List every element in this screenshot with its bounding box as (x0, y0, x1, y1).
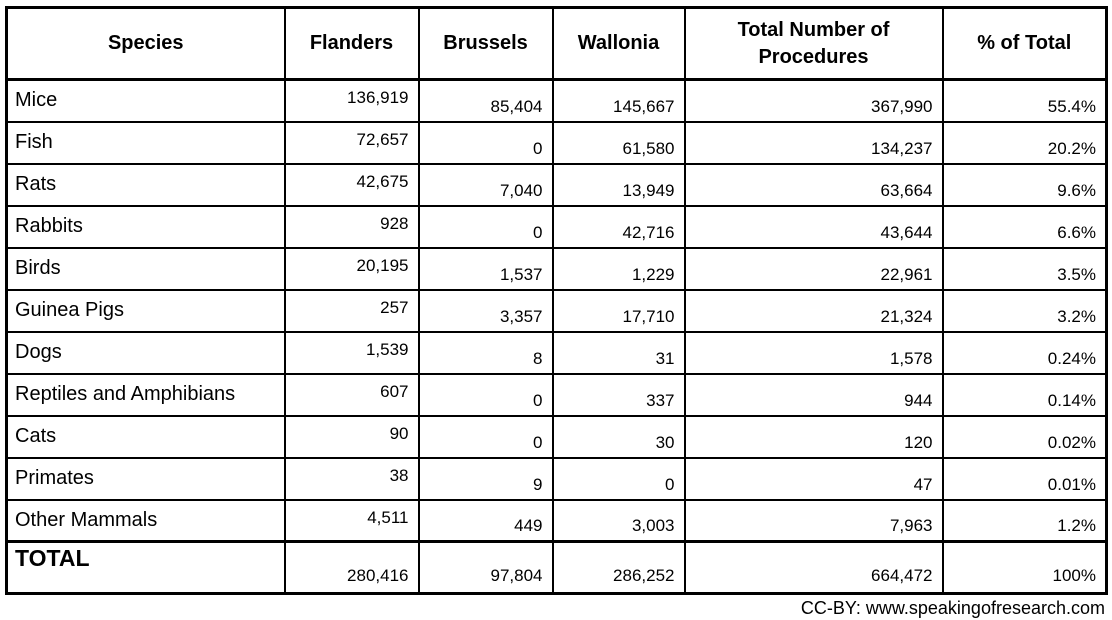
table-row-rats (7, 164, 1107, 206)
cell-total: 134,237 (685, 122, 943, 164)
table-row-cats (7, 416, 1107, 458)
table-row-rabbits (7, 206, 1107, 248)
cell-total: 43,644 (685, 206, 943, 248)
cell-brussels: 9 (419, 458, 553, 500)
cell-pct: 6.6% (943, 206, 1107, 248)
cell-wallonia: 0 (553, 458, 685, 500)
cell-flanders: 4,511 (285, 500, 419, 542)
cell-species: Dogs (7, 332, 285, 374)
cell-pct: 0.01% (943, 458, 1107, 500)
table-row-birds (7, 248, 1107, 290)
cell-species: Guinea Pigs (7, 290, 285, 332)
header-pct-of-total: % of Total (943, 8, 1107, 80)
cell-brussels: 0 (419, 206, 553, 248)
cell-wallonia: 1,229 (553, 248, 685, 290)
cell-pct: 3.5% (943, 248, 1107, 290)
cell-species: Other Mammals (7, 500, 285, 542)
cell-pct: 9.6% (943, 164, 1107, 206)
header-brussels: Brussels (419, 8, 553, 80)
table-row-reptiles-amphibians (7, 374, 1107, 416)
header-total-procedures: Total Number of Procedures (685, 8, 943, 80)
cell-species: Primates (7, 458, 285, 500)
cell-pct: 55.4% (943, 80, 1107, 122)
cell-brussels: 0 (419, 374, 553, 416)
cell-total: 7,963 (685, 500, 943, 542)
cell-brussels: 1,537 (419, 248, 553, 290)
cell-brussels: 85,404 (419, 80, 553, 122)
cell-flanders: 1,539 (285, 332, 419, 374)
cell-species: Reptiles and Amphibians (7, 374, 285, 416)
table-row-dogs (7, 332, 1107, 374)
attribution-credit: CC-BY: www.speakingofresearch.com (800, 598, 1105, 618)
cell-pct: 0.14% (943, 374, 1107, 416)
total-wallonia: 286,252 (553, 542, 685, 594)
cell-species: Rats (7, 164, 285, 206)
cell-flanders: 607 (285, 374, 419, 416)
cell-species: Mice (7, 80, 285, 122)
cell-flanders: 20,195 (285, 248, 419, 290)
cell-flanders: 72,657 (285, 122, 419, 164)
cell-total: 21,324 (685, 290, 943, 332)
cell-pct: 1.2% (943, 500, 1107, 542)
cell-wallonia: 13,949 (553, 164, 685, 206)
cell-brussels: 3,357 (419, 290, 553, 332)
cell-wallonia: 3,003 (553, 500, 685, 542)
cell-wallonia: 145,667 (553, 80, 685, 122)
cell-brussels: 8 (419, 332, 553, 374)
table-row-guinea-pigs (7, 290, 1107, 332)
table-row-fish (7, 122, 1107, 164)
total-procedures: 664,472 (685, 542, 943, 594)
total-brussels: 97,804 (419, 542, 553, 594)
cell-species: Birds (7, 248, 285, 290)
header-wallonia: Wallonia (553, 8, 685, 80)
total-flanders: 280,416 (285, 542, 419, 594)
cell-species: Fish (7, 122, 285, 164)
cell-total: 47 (685, 458, 943, 500)
cell-flanders: 42,675 (285, 164, 419, 206)
cell-species: Cats (7, 416, 285, 458)
cell-wallonia: 61,580 (553, 122, 685, 164)
cell-flanders: 136,919 (285, 80, 419, 122)
table-body (7, 80, 1107, 594)
total-pct: 100% (943, 542, 1107, 594)
species-procedures-table (5, 6, 1108, 595)
cell-total: 367,990 (685, 80, 943, 122)
table-row-mice (7, 80, 1107, 122)
cell-brussels: 0 (419, 416, 553, 458)
cell-total: 1,578 (685, 332, 943, 374)
cell-brussels: 449 (419, 500, 553, 542)
cell-flanders: 38 (285, 458, 419, 500)
cell-wallonia: 31 (553, 332, 685, 374)
header-flanders: Flanders (285, 8, 419, 80)
cell-brussels: 0 (419, 122, 553, 164)
table-row-primates (7, 458, 1107, 500)
cell-wallonia: 30 (553, 416, 685, 458)
total-label: TOTAL (7, 542, 285, 594)
cell-flanders: 928 (285, 206, 419, 248)
header-species: Species (7, 8, 285, 80)
cell-total: 944 (685, 374, 943, 416)
cell-wallonia: 42,716 (553, 206, 685, 248)
table-row-other-mammals (7, 500, 1107, 542)
table-header (7, 8, 1107, 80)
cell-pct: 0.24% (943, 332, 1107, 374)
cell-flanders: 90 (285, 416, 419, 458)
cell-pct: 3.2% (943, 290, 1107, 332)
cell-wallonia: 337 (553, 374, 685, 416)
cell-total: 120 (685, 416, 943, 458)
cell-total: 22,961 (685, 248, 943, 290)
cell-brussels: 7,040 (419, 164, 553, 206)
cell-pct: 0.02% (943, 416, 1107, 458)
cell-pct: 20.2% (943, 122, 1107, 164)
cell-total: 63,664 (685, 164, 943, 206)
cell-wallonia: 17,710 (553, 290, 685, 332)
header-row (7, 8, 1107, 80)
table-row-total (7, 542, 1107, 594)
cell-species: Rabbits (7, 206, 285, 248)
cell-flanders: 257 (285, 290, 419, 332)
